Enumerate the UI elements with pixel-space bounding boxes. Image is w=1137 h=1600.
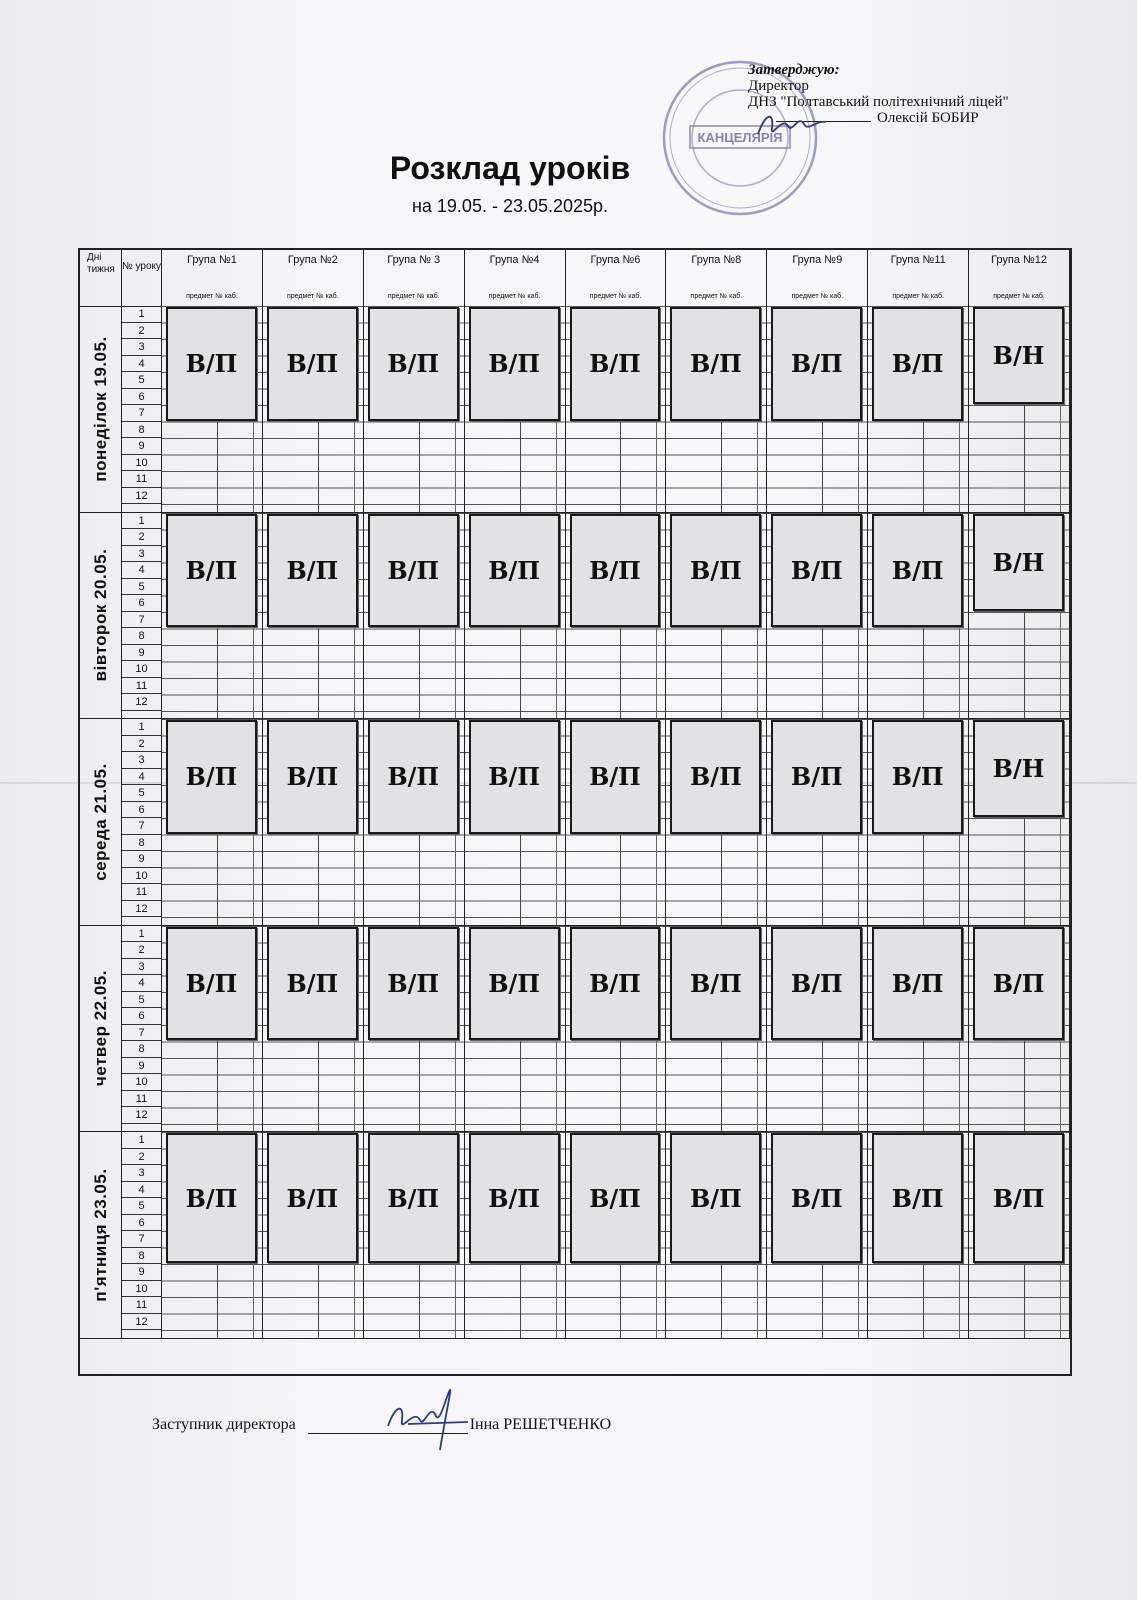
group-header-label: Група №9 (792, 254, 843, 266)
lesson-number: 5 (122, 785, 161, 802)
lesson-number: 9 (122, 851, 161, 868)
group-header (868, 250, 969, 306)
status-mark: В/П (267, 307, 358, 421)
lesson-number: 4 (122, 562, 161, 579)
lesson-number: 6 (122, 1008, 161, 1025)
lesson-numbers (122, 306, 162, 512)
status-mark: В/П (670, 1133, 761, 1263)
approval-org: ДНЗ "Полтавський політехнічний ліцей" (748, 94, 1009, 110)
lesson-number: 11 (122, 884, 161, 901)
approval-name: Олексій БОБИР (877, 110, 979, 126)
page-subtitle: на 19.05. - 23.05.2025р. (411, 196, 609, 216)
status-mark: В/Н (973, 720, 1064, 817)
lesson-number: 12 (122, 488, 161, 505)
lesson-number: 12 (122, 1314, 161, 1331)
status-mark: В/П (368, 514, 459, 628)
lesson-number: 6 (122, 595, 161, 612)
header-lesson-number: № уроку (122, 250, 162, 306)
day-label: середа 21.05. (90, 763, 110, 881)
group-header (767, 250, 868, 306)
lesson-number: 3 (122, 959, 161, 976)
status-mark: В/П (670, 514, 761, 628)
status-mark: В/П (166, 720, 257, 834)
status-mark: В/П (166, 927, 257, 1041)
group-header-subhead: предмет № каб. (690, 293, 743, 300)
group-header-label: Група №4 (489, 254, 540, 266)
deputy-position: Заступник директора (152, 1416, 296, 1433)
group-header-label: Група №8 (691, 254, 742, 266)
group-header (263, 250, 364, 306)
lesson-number: 4 (122, 975, 161, 992)
status-mark: В/П (973, 1133, 1064, 1263)
group-header-label: Група №12 (991, 254, 1048, 266)
status-mark: В/Н (973, 514, 1064, 611)
group-header-label: Група №6 (590, 254, 641, 266)
status-mark: В/П (872, 514, 963, 628)
status-mark: В/П (267, 927, 358, 1041)
lesson-number: 12 (122, 694, 161, 711)
group-header-label: Група №2 (287, 254, 338, 266)
status-mark: В/П (771, 927, 862, 1041)
lesson-grid (162, 513, 1070, 719)
lesson-numbers (122, 719, 162, 925)
lesson-number: 1 (122, 926, 161, 943)
group-header-subhead: предмет № каб. (488, 293, 541, 300)
day-label: вівторок 20.05. (90, 548, 110, 682)
status-mark: В/П (872, 720, 963, 834)
group-header-subhead: предмет № каб. (286, 293, 339, 300)
lesson-number: 3 (122, 1165, 161, 1182)
lesson-number: 11 (122, 678, 161, 695)
status-mark: В/П (973, 927, 1064, 1041)
status-mark: В/П (368, 307, 459, 421)
day-label-cell (80, 306, 122, 512)
status-mark: В/П (166, 514, 257, 628)
deputy-signature (378, 1384, 478, 1454)
lesson-number: 4 (122, 356, 161, 373)
group-header (969, 250, 1070, 306)
lesson-number: 2 (122, 1149, 161, 1166)
day-label-cell (80, 719, 122, 925)
lesson-number: 6 (122, 802, 161, 819)
lesson-number: 11 (122, 471, 161, 488)
status-mark: В/П (570, 307, 661, 421)
group-header-subhead: предмет № каб. (892, 293, 944, 300)
status-mark: В/П (570, 1133, 661, 1263)
day-label: понеділок 19.05. (90, 336, 110, 482)
schedule-table (78, 248, 1072, 1376)
lesson-number: 5 (122, 1198, 161, 1215)
lesson-number: 3 (122, 546, 161, 563)
lesson-number: 2 (122, 323, 161, 340)
group-header-subhead: предмет № каб. (791, 293, 844, 300)
lesson-numbers (122, 926, 162, 1132)
group-header (666, 250, 767, 306)
lesson-number: 3 (122, 339, 161, 356)
status-mark: В/П (469, 307, 560, 421)
status-mark: В/П (771, 514, 862, 628)
status-mark: В/П (267, 514, 358, 628)
status-mark: В/П (771, 720, 862, 834)
lesson-number: 12 (122, 901, 161, 918)
lesson-number: 10 (122, 661, 161, 678)
day-label-cell (80, 513, 122, 719)
lesson-number: 9 (122, 645, 161, 662)
lesson-number: 10 (122, 868, 161, 885)
lesson-number: 8 (122, 422, 161, 439)
group-header-subhead: предмет № каб. (387, 293, 440, 300)
page-title: Розклад уроків (389, 150, 631, 186)
status-mark: В/П (469, 514, 560, 628)
lesson-grid (162, 306, 1070, 512)
lesson-number: 9 (122, 438, 161, 455)
deputy-name: Інна РЕШЕТЧЕНКО (469, 1416, 612, 1433)
status-mark: В/П (469, 927, 560, 1041)
status-mark: В/П (670, 307, 761, 421)
director-signature (752, 106, 832, 142)
lesson-number: 9 (122, 1058, 161, 1075)
group-header-subhead: предмет № каб. (186, 293, 238, 300)
lesson-number: 8 (122, 628, 161, 645)
lesson-number: 5 (122, 992, 161, 1009)
lesson-number: 10 (122, 1074, 161, 1091)
group-header-subhead: предмет № каб. (993, 293, 1045, 300)
day-block (80, 719, 1070, 926)
lesson-number: 11 (122, 1297, 161, 1314)
lesson-number: 7 (122, 405, 161, 422)
status-mark: В/П (469, 720, 560, 834)
group-header-label: Група № 3 (387, 254, 441, 266)
lesson-number: 2 (122, 736, 161, 753)
lesson-number: 8 (122, 1248, 161, 1265)
status-mark: В/П (771, 307, 862, 421)
status-mark: В/П (267, 720, 358, 834)
status-mark: В/Н (973, 307, 1064, 404)
stamp-text: КАНЦЕЛЯРІЯ (697, 130, 783, 145)
lesson-number: 11 (122, 1091, 161, 1108)
group-header-label: Група №1 (186, 254, 237, 266)
lesson-number: 7 (122, 1025, 161, 1042)
lesson-number: 9 (122, 1264, 161, 1281)
lesson-number: 7 (122, 1231, 161, 1248)
day-label: четвер 22.05. (90, 970, 110, 1087)
lesson-number: 8 (122, 1041, 161, 1058)
status-mark: В/П (368, 927, 459, 1041)
group-header (465, 250, 566, 306)
lesson-number: 5 (122, 372, 161, 389)
day-block (80, 306, 1070, 513)
lesson-number: 8 (122, 835, 161, 852)
day-label: п'ятниця 23.05. (90, 1168, 110, 1302)
lesson-number: 2 (122, 942, 161, 959)
day-label-cell (80, 926, 122, 1132)
lesson-grid (162, 926, 1070, 1132)
day-label-cell (80, 1132, 122, 1338)
approval-title: Затверджую: (748, 62, 840, 78)
lesson-grid (162, 719, 1070, 925)
lesson-number: 4 (122, 769, 161, 786)
lesson-number: 10 (122, 455, 161, 472)
status-mark: В/П (368, 720, 459, 834)
status-mark: В/П (872, 307, 963, 421)
lesson-number: 10 (122, 1281, 161, 1298)
lesson-number: 6 (122, 1215, 161, 1232)
status-mark: В/П (368, 1133, 459, 1263)
lesson-numbers (122, 513, 162, 719)
lesson-grid (162, 1132, 1070, 1338)
lesson-number: 6 (122, 389, 161, 406)
lesson-number: 2 (122, 529, 161, 546)
lesson-number: 1 (122, 1132, 161, 1149)
status-mark: В/П (570, 514, 661, 628)
lesson-number: 7 (122, 818, 161, 835)
status-mark: В/П (166, 1133, 257, 1263)
lesson-numbers (122, 1132, 162, 1338)
status-mark: В/П (872, 1133, 963, 1263)
day-block (80, 513, 1070, 720)
day-block (80, 1132, 1070, 1339)
group-header (566, 250, 667, 306)
day-block (80, 926, 1070, 1133)
status-mark: В/П (872, 927, 963, 1041)
group-header (162, 250, 263, 306)
lesson-number: 7 (122, 612, 161, 629)
lesson-number: 5 (122, 579, 161, 596)
status-mark: В/П (166, 307, 257, 421)
lesson-number: 1 (122, 306, 161, 323)
lesson-number: 3 (122, 752, 161, 769)
status-mark: В/П (771, 1133, 862, 1263)
table-header (80, 250, 1070, 307)
lesson-number: 1 (122, 513, 161, 530)
status-mark: В/П (570, 720, 661, 834)
approval-position: Директор (748, 78, 809, 94)
status-mark: В/П (670, 720, 761, 834)
group-header-label: Група №11 (890, 254, 946, 266)
lesson-number: 12 (122, 1107, 161, 1124)
lesson-number: 4 (122, 1182, 161, 1199)
group-header-subhead: предмет № каб. (589, 293, 642, 300)
status-mark: В/П (469, 1133, 560, 1263)
header-day: Дні тижня (80, 250, 122, 306)
status-mark: В/П (570, 927, 661, 1041)
status-mark: В/П (670, 927, 761, 1041)
group-header (364, 250, 465, 306)
status-mark: В/П (267, 1133, 358, 1263)
lesson-number: 1 (122, 719, 161, 736)
